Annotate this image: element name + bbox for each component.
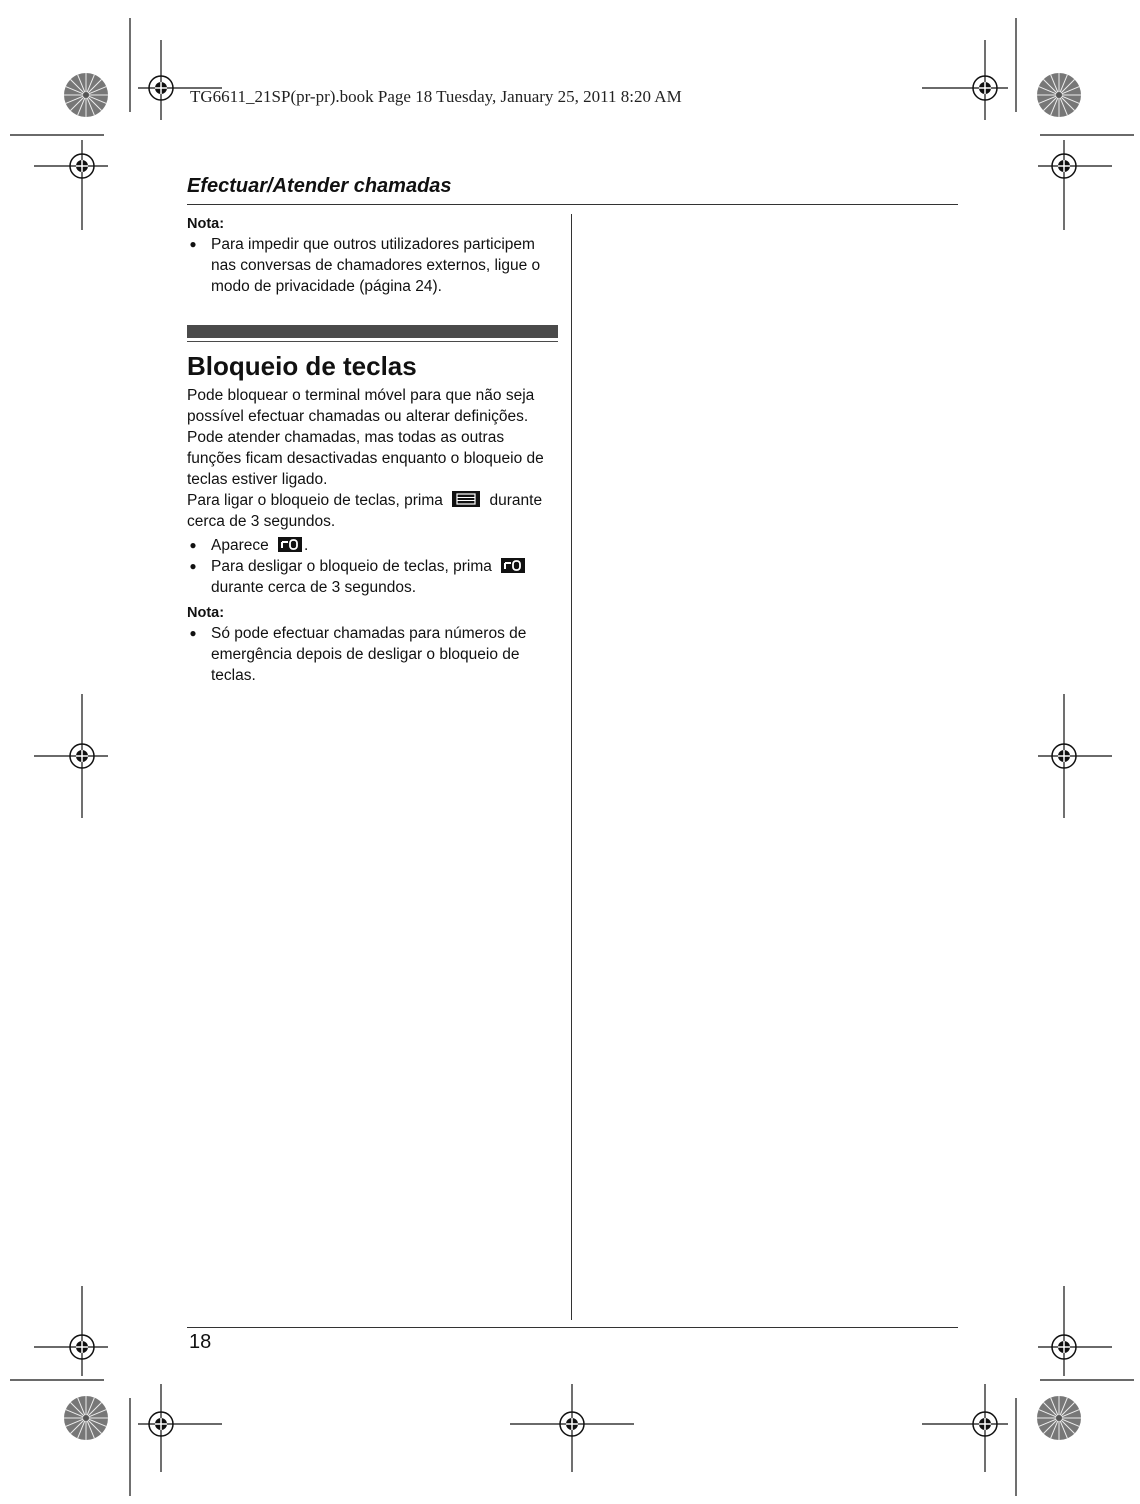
bullet-text: durante cerca de 3 segundos. [211, 579, 417, 596]
note-label: Nota: [187, 605, 225, 621]
header-rule [187, 204, 958, 205]
keylock-instruction [187, 490, 559, 532]
note-1 [187, 214, 559, 297]
section-title: Efectuar/Atender chamadas [187, 175, 452, 197]
column-divider [571, 214, 572, 1320]
instruction-text: Para ligar o bloqueio de teclas, prima [187, 492, 443, 509]
note-text: Para impedir que outros utilizadores participem nas conversas de chamadores externos, ligue o modo de privacidade (página 24). [211, 236, 541, 295]
instruction-text: durante cerca de 3 segundos. [187, 492, 543, 530]
section-bar-rule [187, 341, 558, 342]
bullet-icon: ● [189, 538, 197, 552]
bullet-text: . [304, 537, 309, 554]
list-item [187, 234, 559, 297]
bullet-text: Aparece [211, 537, 269, 554]
bullet-icon: ● [189, 559, 197, 573]
bullet-text: Para desligar o bloqueio de teclas, prima [211, 558, 492, 575]
section-bar [187, 325, 558, 338]
note-text: Só pode efectuar chamadas para números de emergência depois de desligar o bloqueio de teclas. [211, 625, 527, 684]
list-item [187, 535, 559, 556]
print-slug: TG6611_21SP(pr-pr).book Page 18 Tuesday, January 25, 2011 8:20 AM [190, 87, 682, 106]
keylock-heading: Bloqueio de teclas [187, 351, 417, 381]
bullet-icon: ● [189, 626, 197, 640]
menu-key-icon [451, 490, 481, 508]
bullet-icon: ● [189, 237, 197, 251]
note-label: Nota: [187, 216, 225, 232]
key-lock-icon [500, 557, 526, 574]
keylock-intro: Pode bloquear o terminal móvel para que não seja possível efectuar chamadas ou alterar definições. Pode atender chamadas, mas todas as outras funções ficam desactivadas enquanto o bloqueio de teclas estiver ligado. [187, 387, 544, 488]
page-number: 18 [189, 1331, 212, 1353]
key-lock-icon [277, 536, 303, 553]
keylock-body [187, 385, 559, 686]
footer-rule [187, 1327, 958, 1328]
list-item [187, 623, 559, 686]
list-item [187, 556, 559, 598]
